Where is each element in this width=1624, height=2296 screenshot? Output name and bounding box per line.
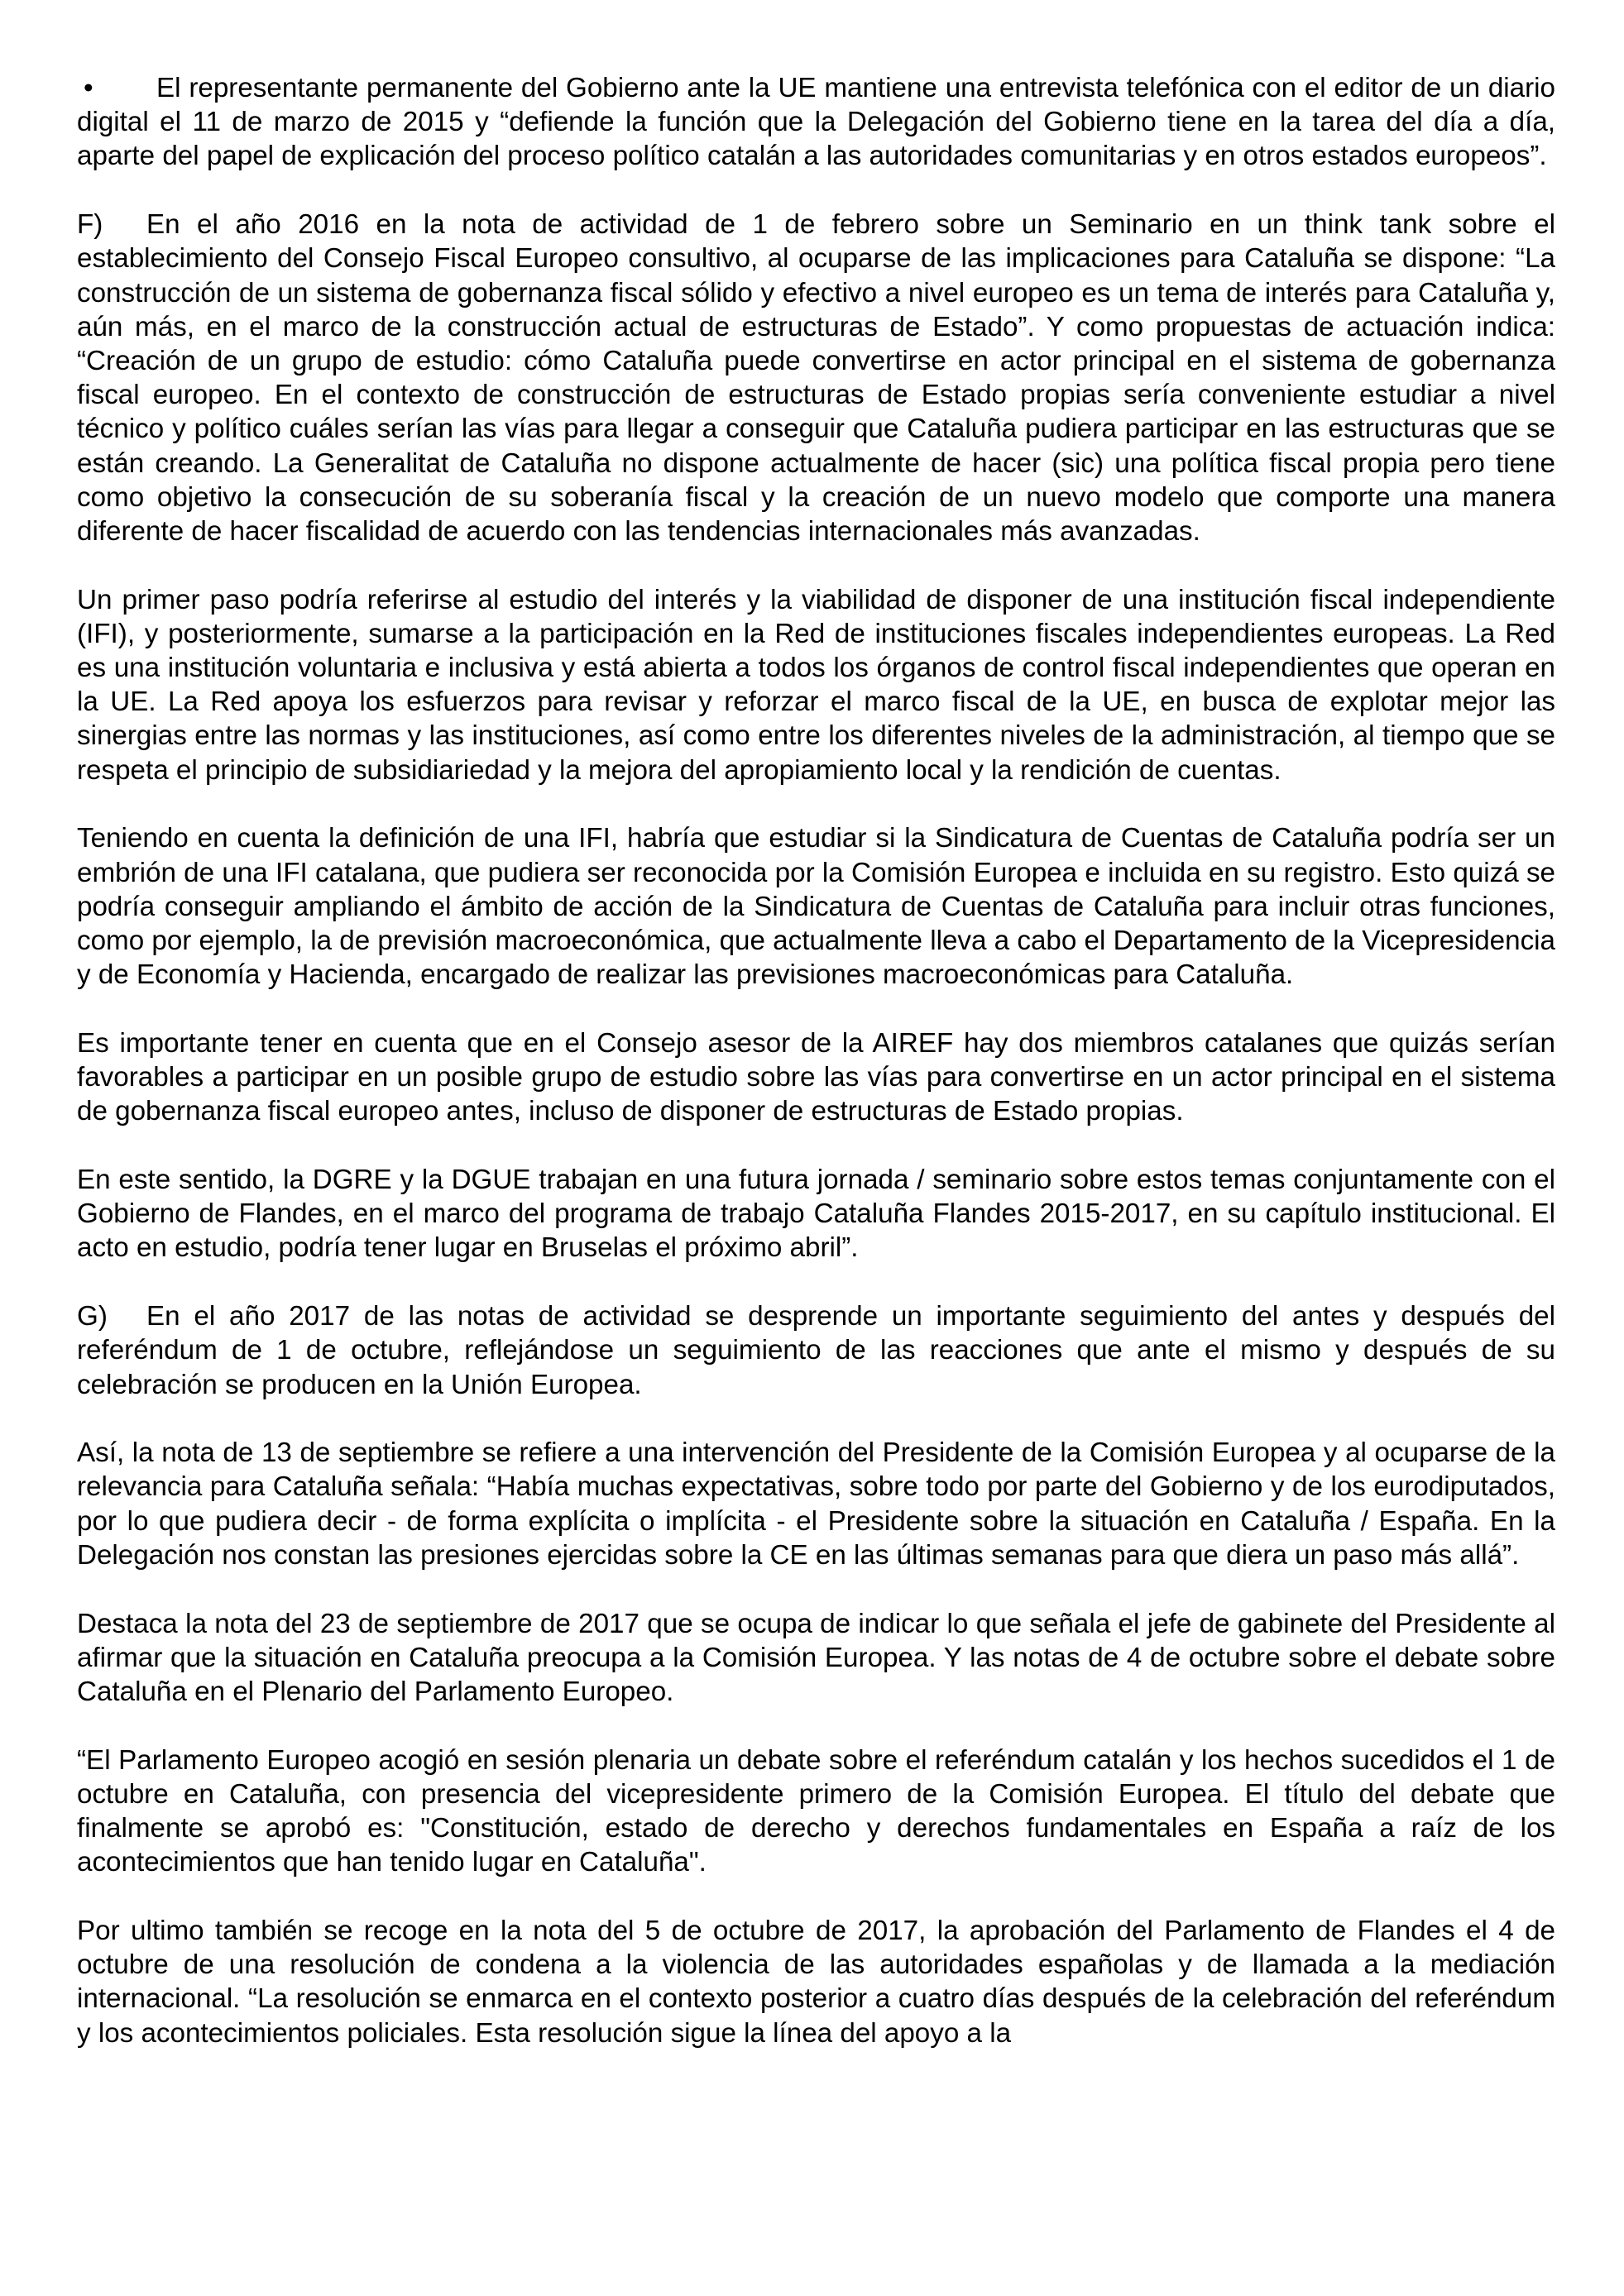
paragraph-f — [77, 208, 1555, 548]
paragraph — [77, 1026, 1555, 1129]
paragraph-text: Destaca la nota del 23 de septiembre de 2017 que se ocupa de indicar lo que señala el jefe de gabinete del Presidente al afirmar que la situación en Cataluña preocupa a la Comisión Europea. Y las notas de 4 de octubre sobre el debate sobre Cataluña en el Plenario del Parlamento Europeo. — [77, 1608, 1555, 1707]
paragraph-text: Es importante tener en cuenta que en el Consejo asesor de la AIREF hay dos miembros catalanes que quizás serían favorables a participar en un posible grupo de estudio sobre las vías para convertirse en un actor principal en el sistema de gobernanza fiscal europeo antes, incluso de disponer de estructuras de Estado propias. — [77, 1027, 1555, 1127]
bullet-icon: • — [84, 73, 93, 103]
paragraph-text: En el año 2017 de las notas de actividad se desprende un importante seguimiento del antes y después del referéndum de 1 de octubre, reflejándose un seguimiento de las reacciones que ante el mismo y después de su celebración se producen en la Unión Europea. — [77, 1301, 1555, 1400]
paragraph-g — [77, 1299, 1555, 1402]
paragraph-text: Por ultimo también se recoge en la nota del 5 de octubre de 2017, la aprobación del Parlamento de Flandes el 4 de octubre de una resolución de condena a la violencia de las autoridades españolas y de llamada a la mediación internacional. “La resolución se enmarca en el contexto posterior a cuatro días después de la celebración del referéndum y los acontecimientos policiales. Esta resolución sigue la línea del apoyo a la — [77, 1915, 1555, 2049]
paragraph — [77, 1607, 1555, 1710]
paragraph-text: En el año 2016 en la nota de actividad de 1 de febrero sobre un Seminario en un think tank sobre el establecimiento del Consejo Fiscal Europeo consultivo, al ocuparse de las implicaciones para Cataluña se dispone: “La construcción de un sistema de gobernanza fiscal sólido y efectivo a nivel europeo es un tema de interés para Cataluña y, aún más, en el marco de la construcción actual de estructuras de Estado”. Y como propuestas de actuación indica: “Creación de un grupo de estudio: cómo Cataluña puede convertirse en actor principal en el sistema de gobernanza fiscal europeo. En el contexto de construcción de estructuras de Estado propias sería conveniente estudiar a nivel técnico y político cuáles serían las vías para llegar a conseguir que Cataluña pudiera participar en las estructuras que se están creando. La Generalitat de Cataluña no dispone actualmente de hacer (sic) una política fiscal propia pero tiene como objetivo la consecución de su soberanía fiscal y la creación de un nuevo modelo que comporte una manera diferente de hacer fiscalidad de acuerdo con las tendencias internacionales más avanzadas. — [77, 209, 1555, 547]
document-page — [77, 71, 1555, 2084]
paragraph-text: Así, la nota de 13 de septiembre se refiere a una intervención del Presidente de la Comisión Europea y al ocuparse de la relevancia para Cataluña señala: “Había muchas expectativas, sobre todo por parte del Gobierno y de los eurodiputados, por lo que pudiera decir - de forma explícita o implícita - el Presidente sobre la situación en Cataluña / España. En la Delegación nos constan las presiones ejercidas sobre la CE en las últimas semanas para que diera un paso más allá”. — [77, 1437, 1555, 1571]
paragraph-text: Teniendo en cuenta la definición de una IFI, habría que estudiar si la Sindicatura de Cuentas de Cataluña podría ser un embrión de una IFI catalana, que pudiera ser reconocida por la Comisión Europea e incluida en su registro. Esto quizá se podría conseguir ampliando el ámbito de acción de la Sindicatura de Cuentas de Cataluña para incluir otras funciones, como por ejemplo, la de previsión macroeconómica, que actualmente lleva a cabo el Departamento de la Vicepresidencia y de Economía y Hacienda, encargado de realizar las previsiones macroeconómicas para Cataluña. — [77, 823, 1555, 991]
paragraph — [77, 821, 1555, 992]
bullet-paragraph — [77, 71, 1555, 174]
section-label-g: G) — [77, 1301, 108, 1332]
paragraph-text: El representante permanente del Gobierno ante la UE mantiene una entrevista telefónica con el editor de un diario digital el 11 de marzo de 2015 y “defiende la función que la Delegación del Gobierno tiene en la tarea del día a día, aparte del papel de explicación del proceso político catalán a las autoridades comunitarias y en otros estados europeos”. — [77, 73, 1555, 172]
paragraph — [77, 1163, 1555, 1265]
paragraph — [77, 583, 1555, 787]
paragraph — [77, 1914, 1555, 2050]
paragraph — [77, 1744, 1555, 1880]
paragraph-text: “El Parlamento Europeo acogió en sesión plenaria un debate sobre el referéndum catalán y los hechos sucedidos el 1 de octubre en Cataluña, con presencia del vicepresidente primero de la Comisión Europea. El título del debate que finalmente se aprobó es: "Constitución, estado de derecho y derechos fundamentales en España a raíz de los acontecimientos que han tenido lugar en Cataluña". — [77, 1744, 1555, 1878]
section-label-f: F) — [77, 209, 103, 241]
paragraph-text: Un primer paso podría referirse al estudio del interés y la viabilidad de disponer de una institución fiscal independiente (IFI), y posteriormente, sumarse a la participación en la Red de instituciones fiscales independientes europeas. La Red es una institución voluntaria e inclusiva y está abierta a todos los órganos de control fiscal independientes que operan en la UE. La Red apoya los esfuerzos para revisar y reforzar el marco fiscal de la UE, en busca de explotar mejor las sinergias entre las normas y las instituciones, así como entre los diferentes niveles de la administración, al tiempo que se respeta el principio de subsidiariedad y la mejora del apropiamiento local y la rendición de cuentas. — [77, 584, 1555, 786]
paragraph — [77, 1436, 1555, 1572]
paragraph-text: En este sentido, la DGRE y la DGUE trabajan en una futura jornada / seminario sobre estos temas conjuntamente con el Gobierno de Flandes, en el marco del programa de trabajo Cataluña Flandes 2015-2017, en su capítulo institucional. El acto en estudio, podría tener lugar en Bruselas el próximo abril”. — [77, 1164, 1555, 1264]
